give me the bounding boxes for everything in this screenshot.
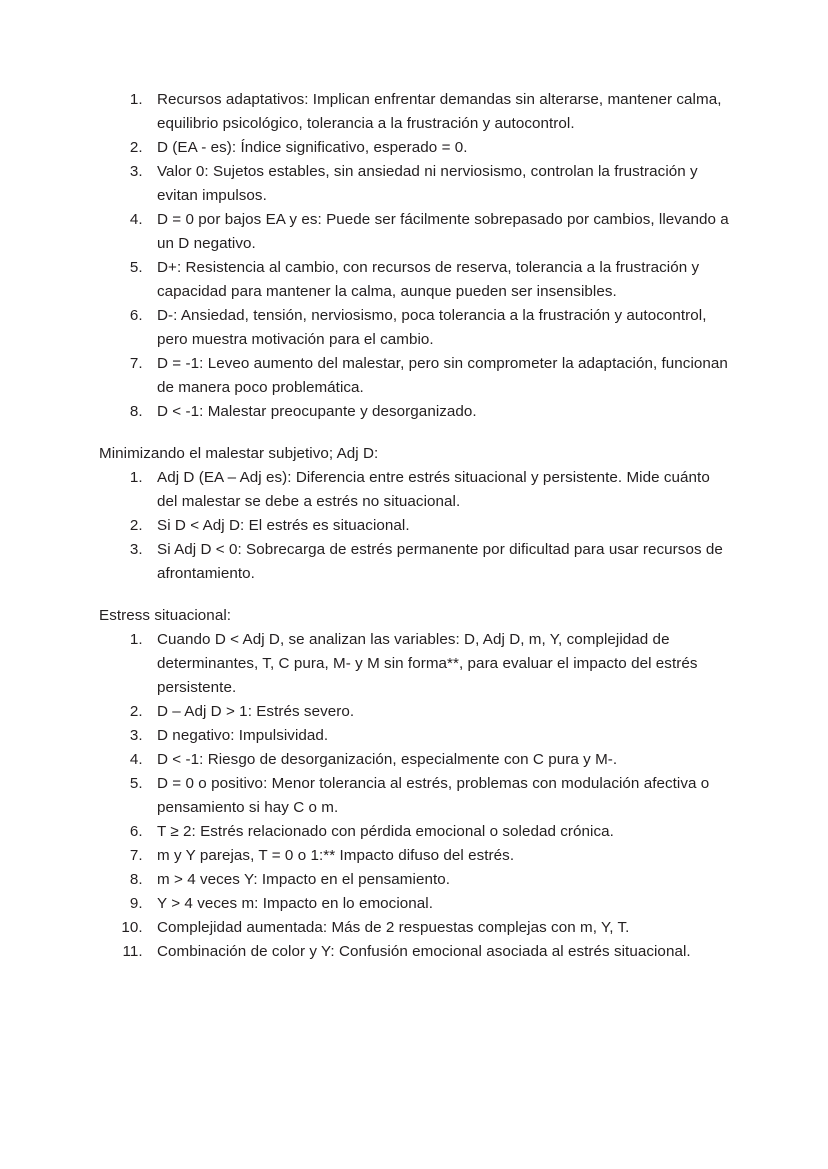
list-item: 9. Y > 4 veces m: Impacto en lo emocional.: [147, 892, 732, 916]
list-item: 4. D = 0 por bajos EA y es: Puede ser fácilmente sobrepasado por cambios, llevando a un D negativo.: [147, 208, 732, 256]
list-item: 1. Adj D (EA – Adj es): Diferencia entre estrés situacional y persistente. Mide cuánto del malestar se debe a estrés no situacional.: [147, 466, 732, 514]
list-item: 1. Recursos adaptativos: Implican enfrentar demandas sin alterarse, mantener calma, equilibrio psicológico, tolerancia a la frustración y autocontrol.: [147, 88, 732, 136]
list-item: 2. D – Adj D > 1: Estrés severo.: [147, 700, 732, 724]
list-item: 2. D (EA - es): Índice significativo, esperado = 0.: [147, 136, 732, 160]
list-item: 10. Complejidad aumentada: Más de 2 respuestas complejas con m, Y, T.: [147, 916, 732, 940]
list-item: 5. D+: Resistencia al cambio, con recursos de reserva, tolerancia a la frustración y capacidad para mantener la calma, aunque pueden ser insensibles.: [147, 256, 732, 304]
list-item: 3. Si Adj D < 0: Sobrecarga de estrés permanente por dificultad para usar recursos de afrontamiento.: [147, 538, 732, 586]
list-item: 4. D < -1: Riesgo de desorganización, especialmente con C pura y M-.: [147, 748, 732, 772]
list-item: 6. T ≥ 2: Estrés relacionado con pérdida emocional o soledad crónica.: [147, 820, 732, 844]
document-body: [99, 88, 732, 964]
list-item: 1. Cuando D < Adj D, se analizan las variables: D, Adj D, m, Y, complejidad de determinantes, T, C pura, M- y M sin forma**, para evaluar el impacto del estrés persistente.: [147, 628, 732, 700]
list-item: 7. m y Y parejas, T = 0 o 1:** Impacto difuso del estrés.: [147, 844, 732, 868]
list-item: 7. D = -1: Leveo aumento del malestar, pero sin comprometer la adaptación, funcionan de manera poco problemática.: [147, 352, 732, 400]
list-item: 8. m > 4 veces Y: Impacto en el pensamiento.: [147, 868, 732, 892]
list-minimizando-malestar-subjetivo: [99, 466, 732, 586]
list-item: 2. Si D < Adj D: El estrés es situacional.: [147, 514, 732, 538]
list-item: 3. D negativo: Impulsividad.: [147, 724, 732, 748]
list-item: 6. D-: Ansiedad, tensión, nerviosismo, poca tolerancia a la frustración y autocontrol, pero muestra motivación para el cambio.: [147, 304, 732, 352]
section-heading-minimizando: Minimizando el malestar subjetivo; Adj D:: [99, 445, 379, 462]
list-recursos-adaptativos: [99, 88, 732, 424]
section-heading-estress-situacional: Estress situacional:: [99, 607, 232, 624]
list-item: 3. Valor 0: Sujetos estables, sin ansiedad ni nerviosismo, controlan la frustración y evitan impulsos.: [147, 160, 732, 208]
list-estress-situacional: [99, 628, 732, 964]
list-item: 5. D = 0 o positivo: Menor tolerancia al estrés, problemas con modulación afectiva o pensamiento si hay C o m.: [147, 772, 732, 820]
list-item: 8. D < -1: Malestar preocupante y desorganizado.: [147, 400, 732, 424]
list-item: 11. Combinación de color y Y: Confusión emocional asociada al estrés situacional.: [147, 940, 732, 964]
